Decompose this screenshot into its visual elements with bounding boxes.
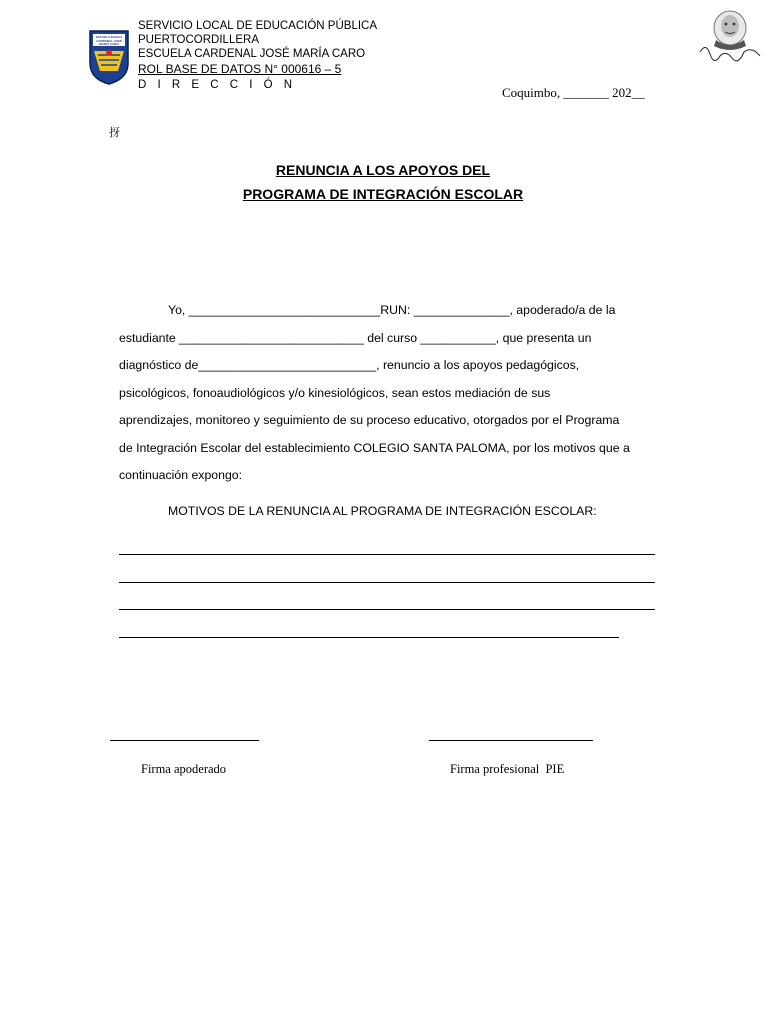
declaration-paragraph: [119, 297, 648, 490]
reasons-line[interactable]: [119, 609, 655, 610]
paragraph-line: diagnóstico de__________________________, renuncio a los apoyos pedagógicos,: [119, 358, 580, 372]
reasons-line[interactable]: [119, 582, 655, 583]
header-school: ESCUELA CARDENAL JOSÉ MARÍA CARO: [138, 48, 366, 60]
pie-signature-label: Firma profesional PIE: [450, 762, 565, 776]
paragraph-line: estudiante ___________________________ del curso ___________, que presenta un: [119, 330, 592, 345]
paragraph-line: de Integración Escolar del establecimiento COLEGIO SANTA PALOMA, por los motivos que a: [119, 440, 630, 455]
logo-text: ESCUELA BASICA CARDENAL JOSE MARIA CARO: [95, 36, 123, 45]
guardian-signature-line[interactable]: [110, 740, 259, 741]
school-logo: [88, 29, 130, 85]
reasons-heading: MOTIVOS DE LA RENUNCIA AL PROGRAMA DE INTEGRACIÓN ESCOLAR:: [168, 504, 597, 518]
title-line-2: PROGRAMA DE INTEGRACIÓN ESCOLAR: [242, 186, 524, 202]
paragraph-line: continuación expongo:: [119, 468, 243, 482]
paragraph-line: psicológicos, fonoaudiológicos y/o kinesiológicos, sean estos mediación de sus: [119, 385, 551, 400]
stray-glyph: 㧎: [109, 127, 120, 139]
header-region: PUERTOCORDILLERA: [138, 34, 259, 46]
reasons-line[interactable]: [119, 554, 655, 555]
header-direction: D I R E C C I Ó N: [138, 79, 297, 91]
guardian-signature-label: Firma apoderado: [141, 762, 227, 776]
reasons-line[interactable]: [119, 637, 619, 638]
cardinal-seal: [696, 6, 764, 68]
place-date: Coquimbo, _______ 202__: [502, 85, 645, 100]
pie-signature-line[interactable]: [429, 740, 593, 741]
paragraph-line: Yo, ____________________________RUN: ______________, apoderado/a de la: [168, 303, 616, 317]
portrait-icon: [696, 6, 764, 68]
header-service: SERVICIO LOCAL DE EDUCACIÓN PÚBLICA: [138, 20, 378, 32]
paragraph-line: aprendizajes, monitoreo y seguimiento de su proceso educativo, otorgados por el Programa: [119, 413, 620, 427]
title-line-1: RENUNCIA A LOS APOYOS DEL: [275, 162, 491, 178]
header-rbd: ROL BASE DE DATOS N° 000616 – 5: [138, 62, 342, 76]
